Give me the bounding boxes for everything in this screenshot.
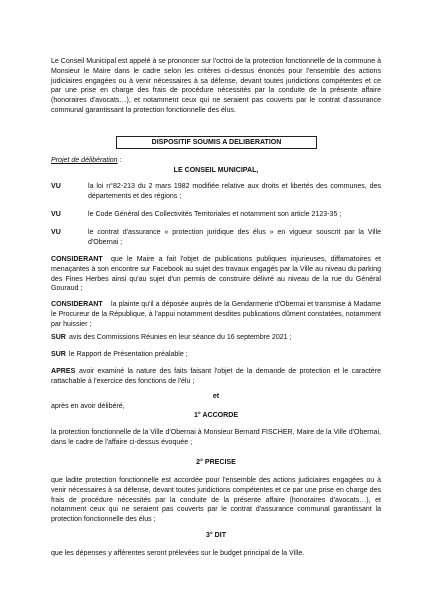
sur-row-1 bbox=[51, 333, 381, 343]
intro-paragraph: Le Conseil Municipal est appelé à se prononcer sur l'octroi de la protection fonctionnelle de la commune à Monsieur le Maire dans le cadre selon les critères ci-dessus énoncés pour l'ensemble des actions judiciaires engagées ou à venir nécessaires à sa défense, devant toutes juridictions compétentes et ce par une prise en charge des frais de procédure nécessités par la conduite de la présente affaire (honoraires d'avocats…), et notamment ceux qui ne seraient pas couverts par le contrat d'assurance communal garantissant la protection fonctionnelle des élus. bbox=[51, 58, 381, 114]
dit-heading: 3° DIT bbox=[205, 532, 227, 539]
vu-row-3 bbox=[51, 228, 381, 248]
vu-keyword: VU bbox=[51, 211, 61, 218]
vu-keyword: VU bbox=[51, 229, 61, 236]
vu-text: le contrat d'assurance « protection juridique des élus » en vigueur souscrit par la Ville d'Obernai ; bbox=[88, 229, 381, 246]
dit-paragraph: que les dépenses y afférentes seront prélevées sur le budget principal de la Ville. bbox=[51, 550, 305, 557]
considerant-keyword: CONSIDERANT bbox=[51, 301, 103, 308]
apres-text: avoir examiné la nature des faits faisant l'objet de la demande de protection et le caractère rattachable à l'exercice des fonctions de l'élu ; bbox=[51, 368, 381, 385]
apres-delibere: après en avoir délibéré, bbox=[51, 403, 125, 410]
vu-row-1 bbox=[51, 182, 381, 202]
considerant-row-2 bbox=[51, 300, 381, 330]
sur-text: le Rapport de Présentation préalable ; bbox=[69, 351, 188, 358]
accorde-heading: 1° ACCORDE bbox=[193, 412, 239, 419]
apres-row bbox=[51, 367, 381, 387]
sur-text: avis des Commissions Réunies en leur séance du 16 septembre 2021 ; bbox=[69, 334, 292, 341]
considerant-text: la plainte qu'il a déposée auprès de la Gendarmerie d'Obernai et transmise à Madame le Procureur de la République, à l'appui notamment desdites publications dûment constatées, notamment par huissier ; bbox=[51, 301, 381, 328]
projet-label-text: Projet de délibération bbox=[51, 157, 118, 164]
section-frame-title: DISPOSITIF SOUMIS A DELIBERATION bbox=[116, 136, 317, 149]
vu-text: le Code Général des Collectivités Territoriales et notamment son article 2123-35 ; bbox=[88, 211, 342, 218]
conseil-heading: LE CONSEIL MUNICIPAL, bbox=[173, 167, 259, 174]
considerant-keyword: CONSIDERANT bbox=[51, 256, 103, 263]
projet-colon: : bbox=[117, 157, 122, 164]
vu-keyword: VU bbox=[51, 183, 61, 190]
sur-keyword: SUR bbox=[51, 351, 66, 358]
sur-row-2 bbox=[51, 350, 381, 360]
precise-heading: 2° PRECISE bbox=[196, 459, 236, 466]
considerant-text: que le Maire a fait l'objet de publications publiques injurieuses, diffamatoires et menaçantes à son encontre sur Facebook au sujet des travaux engagés par la Ville au niveau du parking des Fines Herbes ainsi qu'au sujet d'un permis de construire délivré au niveau de la rue du Général Gouraud ; bbox=[51, 256, 381, 293]
accorde-paragraph: la protection fonctionnelle de la Ville d'Obernai à Monsieur Bernard FISCHER, Maire de la Ville d'Obernai, dans le cadre de l'affaire ci-dessus évoquée ; bbox=[51, 429, 381, 446]
projet-label bbox=[51, 156, 381, 166]
vu-text: la loi n°82-213 du 2 mars 1982 modifiée relative aux droits et libertés des communes, des départements et des régions ; bbox=[88, 183, 381, 200]
et-heading: et bbox=[212, 393, 220, 400]
precise-paragraph: que ladite protection fonctionnelle est accordée pour l'ensemble des actions judiciaires engagées ou à venir nécessaires à sa défense, devant toutes juridictions compétentes et ce par une prise en charge des frais de procédure nécessités par la conduite de la présente affaire (honoraires d'avocats…), et notamment ceux qui ne seraient pas couverts par le contrat d'assurance communal garantissant la protection fonctionnelle des élus ; bbox=[51, 477, 381, 524]
sur-keyword: SUR bbox=[51, 334, 66, 341]
considerant-row-1 bbox=[51, 255, 381, 295]
vu-row-2 bbox=[51, 210, 381, 220]
apres-keyword: APRES bbox=[51, 368, 76, 375]
